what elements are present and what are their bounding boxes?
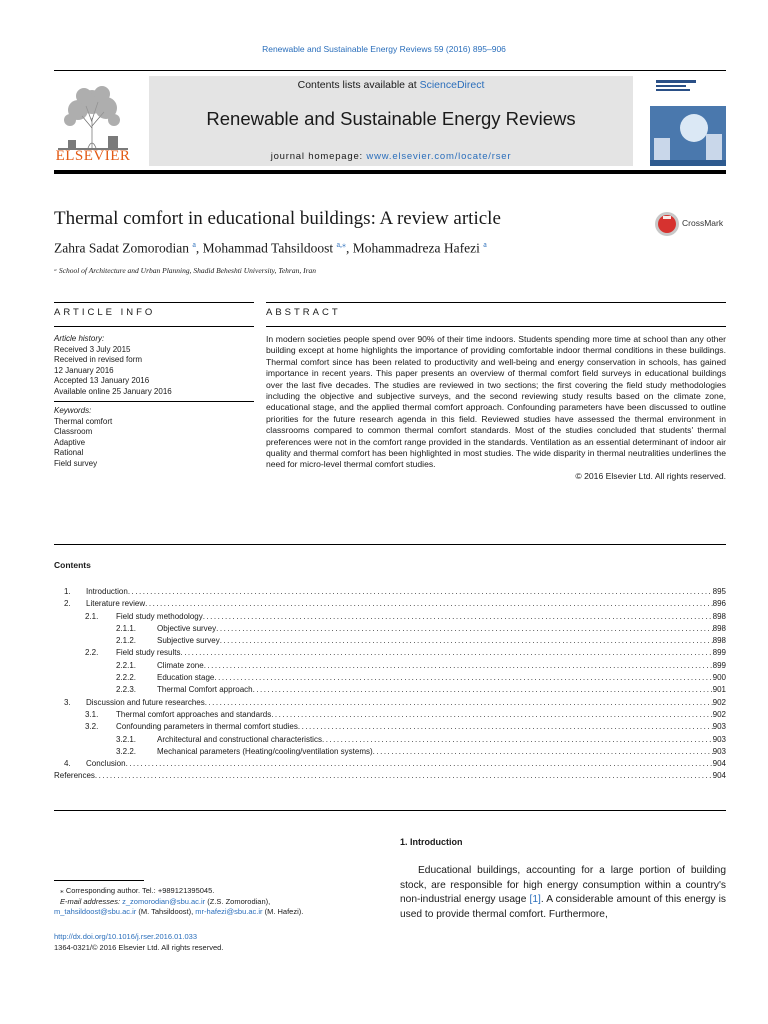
history-item: 12 January 2016: [54, 365, 114, 375]
toc-page-number: 902: [712, 697, 726, 707]
article-info-heading: ARTICLE INFO: [54, 307, 156, 318]
history-item: Available online 25 January 2016: [54, 386, 172, 396]
issn-line: 1364-0321/© 2016 Elsevier Ltd. All rights reserved.: [54, 942, 224, 952]
history-item: Received in revised form: [54, 355, 143, 364]
toc-title[interactable]: Conclusion: [86, 759, 126, 769]
email-link[interactable]: mr-hafezi@sbu.ac.ir: [195, 907, 263, 916]
toc-entry[interactable]: [54, 635, 726, 647]
author-list: Zahra Sadat Zomorodian $^a$, Mohammad Tahsildoost $^{a,⁎}$, Mohammadreza Hafezi $^a$: [54, 240, 487, 256]
toc-number: 2.1.: [85, 611, 99, 621]
crossmark-icon: [654, 210, 680, 238]
journal-cover-image: [650, 76, 726, 166]
introduction-paragraph: [400, 864, 726, 922]
doi-block: [54, 932, 223, 953]
abstract-rule-top: [266, 302, 726, 303]
toc-title[interactable]: Education stage: [157, 673, 215, 683]
toc-number: 3.2.1.: [116, 734, 137, 744]
homepage-link[interactable]: www.elsevier.com/locate/rser: [366, 151, 512, 162]
toc-number: 2.2.1.: [116, 660, 137, 670]
introduction-heading: 1. Introduction: [400, 837, 463, 847]
footnote-rule: [54, 880, 144, 881]
author-name[interactable]: Zahra Sadat Zomorodian: [54, 240, 189, 256]
keywords-label: Keywords:: [54, 406, 92, 415]
toc-leader-dots: [271, 709, 712, 721]
author-name[interactable]: Mohammad Tahsildoost: [202, 240, 334, 256]
toc-entry[interactable]: [54, 758, 726, 770]
abstract-copyright: © 2016 Elsevier Ltd. All rights reserved.: [575, 470, 726, 481]
abstract-body: [266, 334, 726, 482]
journal-title: Renewable and Sustainable Energy Reviews: [206, 108, 576, 129]
email-line: [54, 907, 354, 918]
toc-entry[interactable]: [54, 623, 726, 635]
toc-leader-dots: [298, 721, 713, 733]
toc-title[interactable]: Literature review: [86, 599, 146, 609]
toc-entry[interactable]: [54, 684, 726, 696]
toc-title[interactable]: Objective survey: [157, 623, 217, 633]
toc-leader-dots: [128, 586, 713, 598]
toc-title[interactable]: Architectural and constructional characteristics: [157, 734, 322, 744]
keywords: [54, 406, 254, 469]
toc-title[interactable]: Discussion and future researches: [86, 697, 205, 707]
toc-title[interactable]: Thermal Comfort approach: [157, 685, 253, 695]
toc-leader-dots: [214, 672, 712, 684]
affiliation: ᵃ School of Architecture and Urban Planning, Shadid Beheshti University, Tehran, Iran: [54, 266, 316, 275]
sciencedirect-link[interactable]: ScienceDirect: [419, 79, 485, 91]
email-line: [54, 897, 354, 908]
toc-number: 3.2.: [85, 722, 99, 732]
toc-entry[interactable]: [54, 721, 726, 733]
toc-title[interactable]: Mechanical parameters (Heating/cooling/ventilation systems): [157, 746, 373, 756]
toc-leader-dots: [322, 734, 713, 746]
toc-entry[interactable]: [54, 672, 726, 684]
toc-title[interactable]: Climate zone: [157, 660, 204, 670]
toc-number: 1.: [64, 587, 71, 596]
keyword: Rational: [54, 448, 84, 457]
toc-leader-dots: [95, 770, 713, 782]
toc-entry[interactable]: [54, 611, 726, 623]
journal-reference[interactable]: Renewable and Sustainable Energy Reviews 59 (2016) 895–906: [262, 44, 506, 54]
toc-number: 3.: [64, 697, 71, 707]
toc-entry[interactable]: [54, 586, 726, 598]
toc-page-number: 903: [712, 746, 726, 756]
toc-page-number: 904: [712, 759, 726, 769]
toc-leader-dots: [145, 598, 713, 610]
email-owner: (M. Hafezi).: [262, 907, 304, 916]
toc-number: 2.1.2.: [116, 636, 137, 646]
article-title: Thermal comfort in educational buildings: A review article: [54, 208, 501, 229]
author-affiliation-mark[interactable]: a,⁎: [336, 240, 347, 249]
citation-link[interactable]: [1]: [529, 894, 541, 905]
toc-entry[interactable]: [54, 709, 726, 721]
toc-number: 3.2.2.: [116, 746, 137, 756]
toc-leader-dots: [205, 697, 713, 709]
email-link[interactable]: z_zomorodian@sbu.ac.ir: [122, 896, 206, 906]
toc-number: 2.: [64, 599, 71, 609]
abstract-text: In modern societies people spend over 90% of their time indoors. Students spending more time at school than any other building except at home highlights the importance of providing comfortable indoor thermal conditions in these buildings. Thermal comfort since has been related to productivity and well-being and energy conservation in schools, has gained importance in recent years. This paper presents an overview of thermal comfort field surveys in educational buildings over the last five decades. The studies are reviewed in two sections; the first covering the field study methodologies including the objective and subjective surveys, and the second reviewing study results based on the climate zone, educational stage, and the applied thermal comfort approach. Confounding parameters have been discussed to outline priorities for the future research agenda in this field. Reviewed studies have assessed the thermal environment in classrooms compared to common thermal comfort standards. Most of the studies concluded that students' thermal preferences were not in the comfort range provided in the standards. Ventilation as an essential determinant of indoor air quality and thermal comfort has been highlighted in most studies. The wide disparity in thermal neutralities underlines the need for micro-level thermal comfort studies.: [266, 334, 726, 470]
article-info-rule-top: [54, 302, 254, 303]
toc-page-number: 900: [712, 673, 726, 683]
toc-page-number: 898: [712, 636, 726, 646]
toc-entry[interactable]: [54, 770, 726, 782]
toc-title[interactable]: Confounding parameters in thermal comfort studies: [116, 722, 298, 732]
keywords-rule: [54, 401, 254, 402]
crossmark-label: CrossMark: [682, 218, 724, 228]
toc-leader-dots: [220, 635, 713, 647]
article-info-rule: [54, 326, 254, 327]
keyword: Field survey: [54, 458, 98, 468]
toc-page-number: 895: [712, 587, 726, 596]
toc-entry[interactable]: [54, 697, 726, 709]
toc-entry[interactable]: [54, 746, 726, 758]
homepage-prefix: journal homepage:: [270, 151, 367, 162]
toc-page-number: 898: [712, 611, 726, 621]
contents-rule-bottom: [54, 810, 726, 811]
toc-title[interactable]: Subjective survey: [157, 636, 220, 646]
toc-leader-dots: [373, 746, 713, 758]
toc-leader-dots: [126, 758, 713, 770]
keyword: Classroom: [54, 427, 93, 436]
toc-page-number: 896: [712, 599, 726, 609]
footnotes: [54, 886, 354, 918]
toc-entry[interactable]: [54, 660, 726, 672]
author-affiliation-mark[interactable]: a: [483, 240, 487, 249]
contents-available: [149, 79, 633, 91]
history-item: Accepted 13 January 2016: [54, 376, 150, 385]
header-rule: [54, 170, 726, 174]
toc-entry[interactable]: [54, 647, 726, 659]
intro-text-continued: . A considerable amount of this energy is used to provide thermal comfort. Furthermore,: [400, 894, 726, 920]
toc-number: 2.2.2.: [116, 673, 137, 683]
article-history: [54, 334, 254, 397]
doi-link[interactable]: http://dx.doi.org/10.1016/j.rser.2016.01.033: [54, 932, 198, 941]
history-label: Article history:: [54, 334, 105, 343]
toc-page-number: 903: [712, 722, 726, 732]
toc-leader-dots: [180, 647, 712, 659]
toc-page-number: 902: [712, 709, 726, 719]
table-of-contents: [54, 586, 726, 783]
toc-leader-dots: [253, 684, 713, 696]
toc-number: 2.2.: [85, 648, 99, 658]
toc-title[interactable]: References: [54, 771, 95, 781]
contents-heading: Contents: [54, 560, 91, 570]
toc-entry[interactable]: [54, 598, 726, 610]
toc-entry[interactable]: [54, 734, 726, 746]
abstract-rule: [266, 326, 726, 327]
toc-page-number: 904: [712, 771, 726, 781]
email-label: E-mail addresses:: [60, 896, 123, 906]
author-name[interactable]: Mohammadreza Hafezi: [352, 240, 480, 256]
history-item: Received 3 July 2015: [54, 344, 131, 354]
toc-page-number: 898: [712, 623, 726, 633]
email-owner: (Z.S. Zomorodian),: [205, 896, 271, 906]
toc-leader-dots: [216, 623, 713, 635]
contents-prefix: Contents lists available at: [297, 79, 420, 91]
toc-number: 3.1.: [85, 709, 99, 719]
author-affiliation-mark[interactable]: a: [192, 240, 196, 249]
abstract-rule-bottom: [54, 544, 726, 545]
toc-title[interactable]: Introduction: [86, 587, 128, 596]
toc-page-number: 899: [712, 648, 726, 658]
toc-number: 2.2.3.: [116, 685, 137, 695]
toc-title[interactable]: Thermal comfort approaches and standards: [116, 709, 272, 719]
intro-text: Educational buildings, accounting for a large portion of building stock, are responsible for high energy consumption within a country's non-industrial energy usage: [400, 865, 726, 905]
keyword: Thermal comfort: [54, 416, 113, 426]
toc-title[interactable]: Field study methodology: [116, 611, 203, 621]
crossmark-badge[interactable]: [654, 210, 726, 240]
email-link[interactable]: m_tahsildoost@sbu.ac.ir: [54, 907, 137, 916]
abstract-heading: ABSTRACT: [266, 307, 341, 318]
toc-title[interactable]: Field study results: [116, 648, 181, 658]
journal-homepage: [149, 151, 633, 162]
corresponding-author: ⁎ Corresponding author. Tel.: +989121395045.: [60, 886, 215, 895]
toc-number: 2.1.1.: [116, 623, 137, 633]
keyword: Adaptive: [54, 437, 86, 447]
toc-page-number: 901: [712, 685, 726, 695]
elsevier-wordmark: ELSEVIER: [55, 148, 131, 164]
toc-page-number: 899: [712, 660, 726, 670]
toc-page-number: 903: [712, 734, 726, 744]
toc-leader-dots: [203, 611, 713, 623]
toc-leader-dots: [204, 660, 713, 672]
email-owner: (M. Tahsildoost),: [136, 907, 196, 916]
toc-number: 4.: [64, 759, 71, 769]
